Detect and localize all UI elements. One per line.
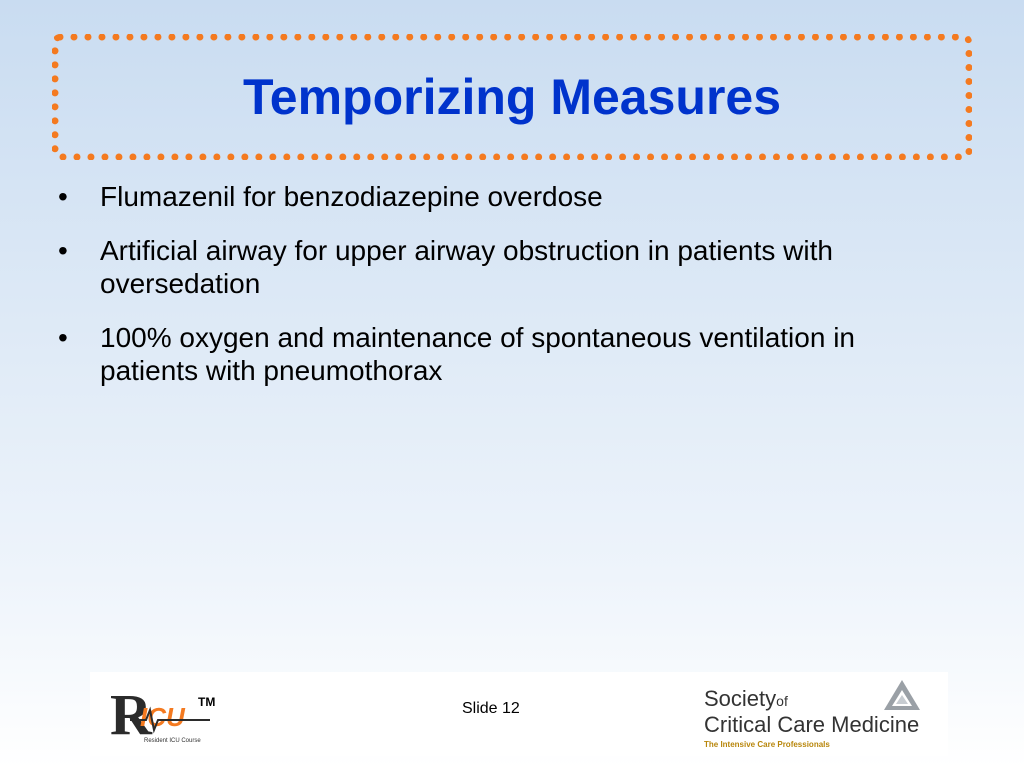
- list-item: [58, 321, 958, 387]
- svg-text:R: R: [110, 682, 152, 747]
- slide-title: Temporizing Measures: [242, 69, 782, 125]
- sccm-of-text: of: [776, 693, 788, 709]
- sccm-triangle-icon: [882, 678, 922, 712]
- bullet-marker: •: [58, 235, 68, 266]
- bullet-marker: •: [58, 181, 68, 212]
- ricu-logo-icon: [110, 680, 230, 752]
- sccm-name-text: Critical Care Medicine: [704, 712, 920, 737]
- list-item: [58, 234, 958, 300]
- svg-text:TM: TM: [198, 695, 216, 709]
- list-item: [58, 180, 958, 213]
- svg-text:Resident ICU Course: Resident ICU Course: [144, 738, 201, 744]
- ricu-logo: [110, 680, 230, 752]
- sccm-tagline: The Intensive Care Professionals: [704, 740, 830, 749]
- title-frame: [52, 34, 972, 160]
- bullet-text: 100% oxygen and maintenance of spontaneous ventilation in patients with pneumothorax: [100, 322, 855, 386]
- bullet-text: Artificial airway for upper airway obstruction in patients with oversedation: [100, 235, 833, 299]
- sccm-logo: [700, 678, 930, 754]
- sccm-society-text: Society: [704, 686, 777, 711]
- svg-text:ICU: ICU: [140, 702, 185, 732]
- bullet-marker: •: [58, 322, 68, 353]
- bullet-text: Flumazenil for benzodiazepine overdose: [100, 181, 603, 212]
- bullet-list: [58, 180, 958, 408]
- slide-number: Slide 12: [462, 700, 520, 717]
